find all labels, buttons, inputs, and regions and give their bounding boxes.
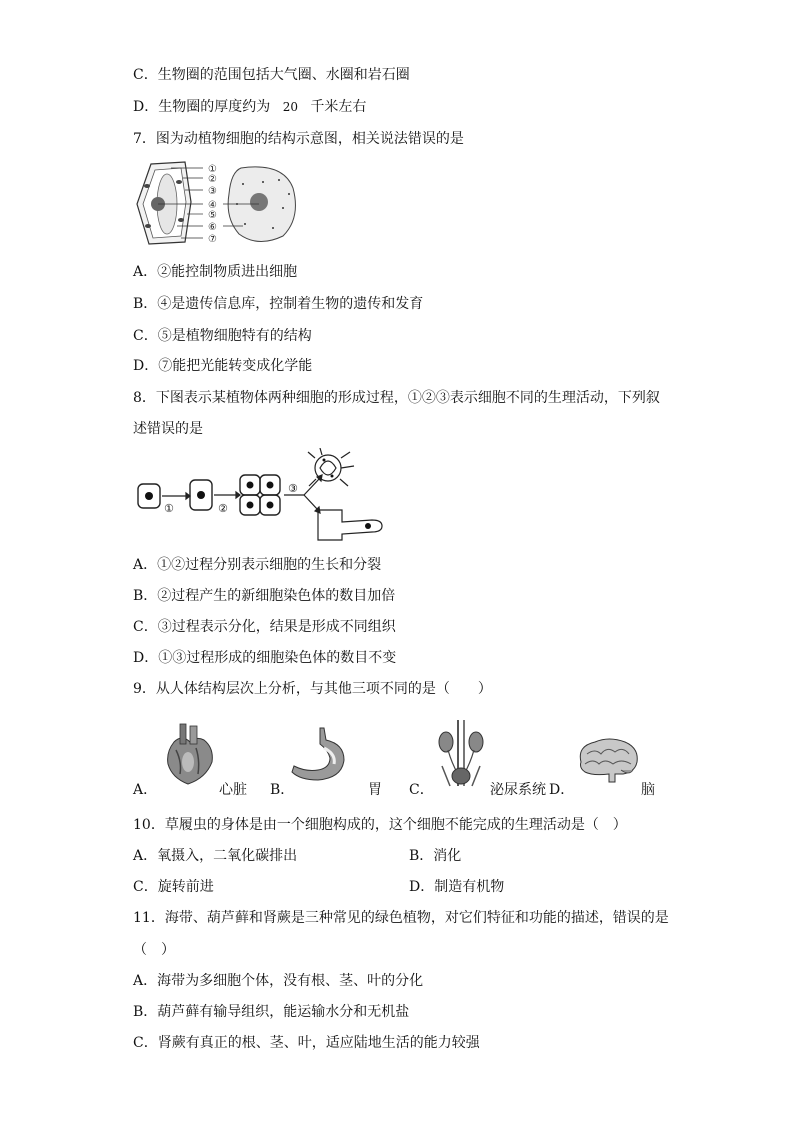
q9-option-d-label: 脑 xyxy=(641,782,655,798)
chloroplast xyxy=(145,224,151,228)
q8-option-d: D．①③过程形成的细胞染色体的数目不变 xyxy=(133,650,397,666)
label-5: ⑤ xyxy=(208,210,217,221)
q9-option-c-label: 泌尿系统 xyxy=(490,782,546,798)
cell-structure-figure xyxy=(133,158,303,250)
q8-stem-line1: 8．下图表示某植物体两种细胞的形成过程，①②③表示细胞不同的生理活动，下列叙 xyxy=(133,390,660,406)
label-3: ③ xyxy=(208,186,217,197)
q7-option-b: B．④是遗传信息库，控制着生物的遗传和发育 xyxy=(133,296,424,312)
root-hair-cell xyxy=(318,510,382,540)
stomach-image xyxy=(288,726,350,784)
q9-option-b: B． xyxy=(270,782,295,798)
q7-option-c: C．⑤是植物细胞特有的结构 xyxy=(133,328,312,344)
urinary-system-image xyxy=(436,720,486,788)
q7-option-d: D．⑦能把光能转变成化学能 xyxy=(133,358,313,374)
chloroplast xyxy=(144,184,150,188)
q9-stem: 9．从人体结构层次上分析，与其他三项不同的是（ ） xyxy=(133,681,492,697)
label-2: ② xyxy=(208,174,217,185)
q11-option-c: C．肾蕨有真正的根、茎、叶，适应陆地生活的能力较强 xyxy=(133,1035,480,1051)
q8-option-a: A．①②过程分别表示细胞的生长和分裂 xyxy=(133,557,382,573)
q11-stem-line1: 11．海带、葫芦藓和肾蕨是三种常见的绿色植物，对它们特征和功能的描述，错误的是 xyxy=(133,910,669,926)
brain-image xyxy=(575,736,641,784)
label-7: ⑦ xyxy=(208,234,217,245)
animal-nucleus xyxy=(250,193,268,211)
q9-option-a: A． xyxy=(133,782,158,798)
process-label-3: ③ xyxy=(288,482,298,495)
q11-stem-line2: （ ） xyxy=(133,942,175,958)
q8-option-c: C．③过程表示分化，结果是形成不同组织 xyxy=(133,619,396,635)
q8-stem-line2: 述错误的是 xyxy=(133,421,203,437)
process-label-1: ① xyxy=(164,502,174,515)
q11-option-a: A．海带为多细胞个体，没有根、茎、叶的分化 xyxy=(133,973,424,989)
q7-stem: 7．图为动植物细胞的结构示意图，相关说法错误的是 xyxy=(133,131,464,147)
q10-option-c: C．旋转前进 xyxy=(133,879,214,895)
chloroplast xyxy=(178,218,184,222)
q10-option-d: D．制造有机物 xyxy=(409,879,505,895)
q6-option-d-unit: 千米左右 xyxy=(310,99,367,115)
q8-option-b: B．②过程产生的新细胞染色体的数目加倍 xyxy=(133,588,396,604)
q6-option-c: C．生物圈的范围包括大气圈、水圈和岩石圈 xyxy=(133,67,410,83)
q9-option-d: D． xyxy=(549,782,575,798)
q11-option-b: B．葫芦藓有输导组织，能运输水分和无机盐 xyxy=(133,1004,410,1020)
q9-option-c: C． xyxy=(409,782,434,798)
label-1: ① xyxy=(208,164,217,175)
q6-option-d-text: D．生物圈的厚度约为 xyxy=(133,99,271,115)
heart-image xyxy=(160,722,218,786)
process-label-2: ② xyxy=(218,502,228,515)
q10-option-a: A．氧摄入，二氧化碳排出 xyxy=(133,848,298,864)
label-4: ④ xyxy=(208,200,217,211)
label-6: ⑥ xyxy=(208,222,217,233)
q10-option-b: B．消化 xyxy=(409,848,462,864)
q6-option-d-number: 20 xyxy=(282,100,298,114)
q7-option-a: A．②能控制物质进出细胞 xyxy=(133,264,298,280)
q9-option-a-label: 心脏 xyxy=(219,782,247,798)
q6-option-d xyxy=(133,98,366,116)
q9-option-b-label: 胃 xyxy=(368,782,382,798)
cell-process-figure xyxy=(136,448,388,544)
chloroplast xyxy=(176,180,182,184)
q10-stem: 10．草履虫的身体是由一个细胞构成的，这个细胞不能完成的生理活动是（ ） xyxy=(133,817,627,833)
